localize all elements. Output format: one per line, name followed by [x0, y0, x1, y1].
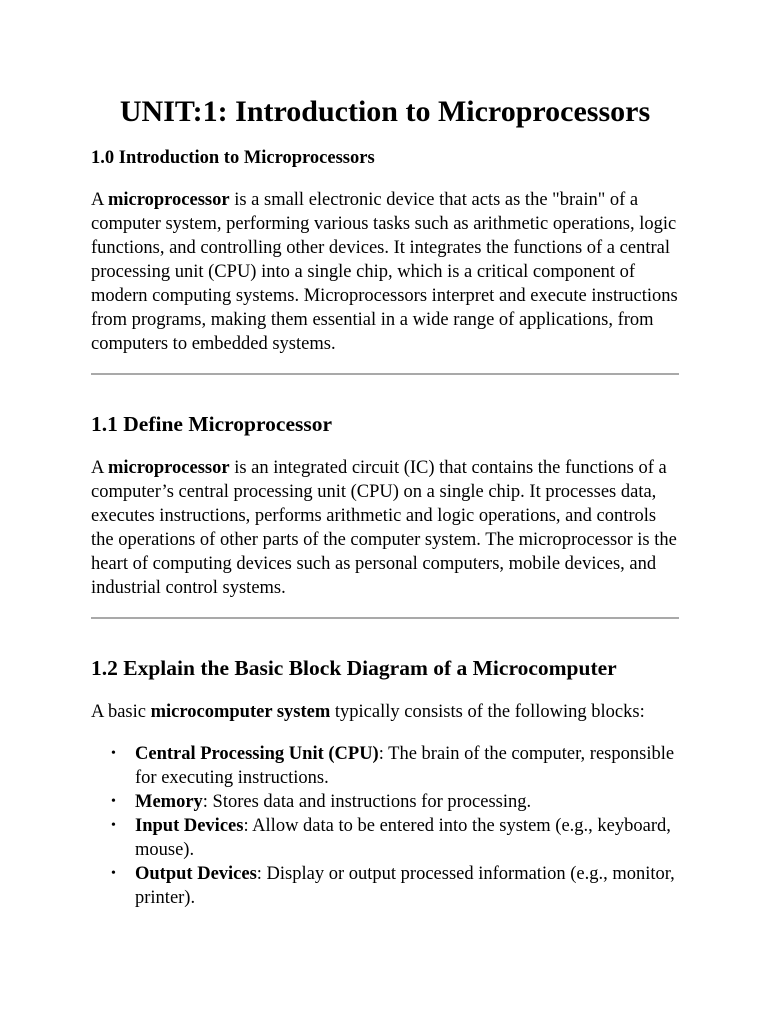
define-paragraph-prefix: A	[91, 458, 108, 478]
list-item-term: Output Devices	[135, 864, 257, 884]
page-title: UNIT:1: Introduction to Microprocessors	[119, 95, 651, 128]
block-diagram-paragraph-text: typically consists of the following blocks:	[330, 702, 645, 722]
define-paragraph-text: is an integrated circuit (IC) that contains the functions of a computer’s central processing unit (CPU) on a single chip. It processes data, executes instructions, performs arithmetic and logic operations, and controls the operations of other parts of the computer system. The microprocessor is the heart of computing devices such as personal computers, mobile devices, and industrial control systems.	[91, 458, 677, 598]
bullet-icon: •	[111, 746, 116, 761]
section-heading-block-diagram: 1.2 Explain the Basic Block Diagram of a Microcomputer	[91, 656, 617, 680]
list-item-term: Memory	[135, 792, 203, 812]
intro-paragraph-term: microprocessor	[107, 190, 230, 210]
block-list	[91, 742, 679, 910]
list-item-desc: : The brain of the computer, responsible for executing instructions.	[135, 744, 675, 788]
list-item-desc: : Stores data and instructions for processing.	[202, 792, 532, 812]
intro-paragraph	[91, 188, 679, 356]
intro-paragraph-prefix: A	[91, 190, 108, 210]
section-heading-define: 1.1 Define Microprocessor	[91, 412, 333, 436]
section-divider	[91, 373, 679, 375]
intro-paragraph-text: is a small electronic device that acts as the "brain" of a computer system, performing various tasks such as arithmetic operations, logic functions, and controlling other devices. It integrates the functions of a central processing unit (CPU) into a single chip, which is a critical component of modern computing systems. Microprocessors interpret and execute instructions from programs, making them essential in a wide range of applications, from computers to embedded systems.	[91, 190, 678, 354]
list-item-desc: : Allow data to be entered into the system (e.g., keyboard, mouse).	[135, 816, 671, 860]
list-item-input-devices	[111, 814, 679, 862]
list-item-term: Central Processing Unit (CPU)	[135, 744, 379, 764]
list-item-cpu	[111, 742, 679, 790]
block-diagram-paragraph-term: microcomputer system	[150, 702, 331, 722]
define-paragraph-term: microprocessor	[107, 458, 230, 478]
block-diagram-paragraph	[91, 700, 679, 724]
bullet-icon: •	[111, 794, 116, 809]
list-item-desc: : Display or output processed information (e.g., monitor, printer).	[135, 864, 675, 908]
bullet-icon: •	[111, 818, 116, 833]
define-paragraph	[91, 456, 679, 600]
section-divider	[91, 617, 679, 619]
section-heading-intro: 1.0 Introduction to Microprocessors	[91, 148, 375, 168]
list-item-term: Input Devices	[135, 816, 244, 836]
block-diagram-paragraph-prefix: A basic	[91, 702, 151, 722]
bullet-icon: •	[111, 866, 116, 881]
list-item-output-devices	[111, 862, 679, 910]
document-content	[91, 90, 679, 910]
list-item-memory	[111, 790, 679, 814]
